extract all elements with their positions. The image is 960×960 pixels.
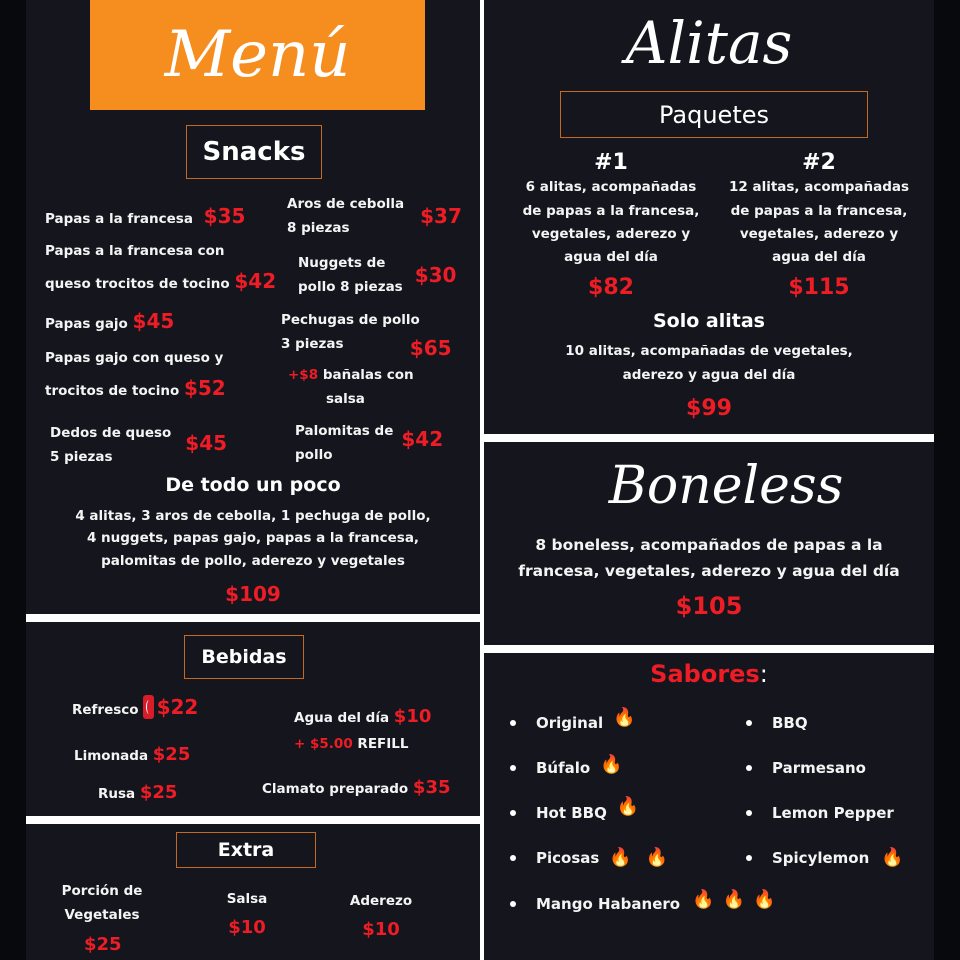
drink-item-agua: Agua del día $10 + $5.00 REFILL	[294, 706, 432, 752]
price: $82	[588, 275, 634, 301]
soda-can-icon	[143, 695, 154, 719]
combo-price: $109	[225, 582, 281, 606]
refill-price: + $5.00	[294, 735, 353, 752]
price: $25	[139, 782, 178, 803]
snack-item-papas-francesa: Papas a la francesa $35	[45, 204, 246, 228]
snack-item-dedos-queso: Dedos de queso 5 piezas $45	[50, 425, 228, 465]
paquetes-label-box	[560, 91, 868, 138]
solo-alitas-price: $99	[686, 396, 732, 421]
flavor-hot-bbq: Hot BBQ 🔥	[510, 804, 639, 822]
snacks-label-box	[186, 125, 322, 179]
solo-alitas-title: Solo alitas	[653, 310, 765, 332]
combo-description: 4 alitas, 3 aros de cebolla, 1 pechuga de pollo, 4 nuggets, papas gajo, papas a la francesa, palomitas de pollo, aderezo y vegetales	[75, 508, 431, 569]
boneless-title: Boneless	[608, 456, 844, 516]
boneless-price: $105	[675, 592, 743, 620]
flavor-bufalo: Búfalo 🔥	[510, 759, 623, 777]
menu-title-banner	[90, 0, 425, 110]
boneless-description: 8 boneless, acompañados de papas a la francesa, vegetales, aderezo y agua del día	[518, 536, 900, 581]
package-number: #2	[802, 150, 836, 175]
price: $10	[393, 706, 432, 727]
price: $22	[156, 695, 199, 719]
alitas-title: Alitas	[625, 9, 793, 77]
price: $65	[409, 336, 452, 360]
bullet	[746, 720, 752, 726]
price: $10	[362, 918, 400, 940]
flame-icon: 🔥	[613, 707, 636, 728]
extra-price: +$8	[288, 367, 319, 383]
flame-icon: 🔥	[881, 847, 904, 868]
bullet	[510, 765, 516, 771]
flame-icon: 🔥	[645, 847, 669, 868]
sabores-colon: :	[759, 660, 768, 688]
extra-item-aderezo: Aderezo $10	[336, 890, 426, 945]
price: $25	[152, 744, 191, 765]
flavor-spicylemon: Spicylemon 🔥	[746, 849, 904, 867]
sabores-title: Sabores	[650, 660, 760, 688]
flame-icon: 🔥	[600, 754, 623, 775]
combo-block	[26, 474, 536, 496]
extra-item-salsa: Salsa $10	[207, 888, 287, 943]
divider-boneless-sabores	[484, 645, 934, 653]
flame-icon: 🔥	[609, 847, 632, 868]
extra-item-vegetales: Porción de Vegetales	[61, 883, 143, 923]
snack-item-pechugas: Pechugas de pollo 3 piezas $65	[281, 309, 452, 366]
flame-icon: 🔥	[616, 796, 640, 817]
price: $37	[420, 204, 462, 228]
snack-item-papas-gajo-queso: Papas gajo con queso y trocitos de tocino $52	[45, 350, 226, 400]
flame-icon: 🔥	[752, 889, 776, 910]
divider-bebidas-extra	[26, 816, 480, 824]
extra-label-box	[176, 832, 316, 868]
snack-item-papas-francesa-queso: Papas a la francesa con queso trocitos de tocino $42	[45, 243, 277, 293]
price: $30	[414, 263, 457, 287]
flavor-parmesano: Parmesano	[746, 759, 866, 777]
price: $35	[412, 777, 451, 798]
price: $35	[203, 204, 246, 228]
bullet	[510, 901, 516, 907]
snack-extra-salsa: +$8 bañalas con salsa	[288, 367, 414, 407]
combo-title: De todo un poco	[165, 474, 341, 496]
flame-icon: 🔥	[722, 889, 745, 910]
flavor-lemon-pepper: Lemon Pepper	[746, 804, 894, 822]
bebidas-label-box	[184, 635, 304, 679]
price: $52	[183, 375, 226, 400]
divider-alitas-boneless	[484, 434, 934, 442]
extra-price-vegetales: $25	[84, 934, 122, 955]
price: $10	[228, 916, 266, 938]
bullet	[510, 855, 516, 861]
flame-icon: 🔥	[692, 889, 715, 910]
flavor-mango-habanero: Mango Habanero 🔥 🔥 🔥	[510, 895, 775, 913]
package-1: #1 6 alitas, acompañadas de papas a la francesa, vegetales, aderezo y agua del día $82	[508, 150, 714, 307]
bullet	[746, 765, 752, 771]
price: $42	[234, 268, 277, 293]
price: $45	[132, 309, 175, 333]
drink-item-rusa: Rusa $25	[98, 782, 178, 803]
bullet	[746, 810, 752, 816]
snack-item-palomitas: Palomitas de pollo $42	[295, 423, 444, 463]
paquetes-label: Paquetes	[659, 100, 769, 129]
bebidas-label: Bebidas	[201, 646, 287, 668]
snack-item-aros-cebolla: Aros de cebolla 8 piezas $37	[287, 196, 462, 236]
snack-item-papas-gajo: Papas gajo $45	[45, 309, 175, 333]
price: $42	[401, 427, 444, 451]
drink-item-clamato: Clamato preparado $35	[262, 777, 451, 798]
price: $115	[788, 275, 850, 301]
drink-item-refresco: Refresco $22	[72, 695, 199, 719]
bullet	[746, 855, 752, 861]
sabores-heading	[484, 660, 934, 688]
package-2: #2 12 alitas, acompañadas de papas a la francesa, vegetales, aderezo y agua del día $115	[716, 150, 922, 307]
extra-label: Extra	[217, 839, 275, 861]
drink-item-limonada: Limonada $25	[74, 744, 191, 765]
flavor-picosas: Picosas 🔥 🔥	[510, 849, 668, 867]
package-number: #1	[594, 150, 628, 175]
menu-title: Menú	[164, 18, 351, 92]
solo-alitas-description: 10 alitas, acompañadas de vegetales, aderezo y agua del día	[565, 343, 853, 383]
flavor-original: Original 🔥	[510, 714, 636, 732]
bullet	[510, 720, 516, 726]
snack-item-nuggets: Nuggets de pollo 8 piezas $30	[298, 255, 457, 295]
price: $45	[185, 431, 228, 455]
flavor-bbq: BBQ	[746, 714, 808, 732]
snacks-label: Snacks	[202, 137, 306, 167]
divider-snacks-bebidas	[26, 614, 480, 622]
bullet	[510, 810, 516, 816]
